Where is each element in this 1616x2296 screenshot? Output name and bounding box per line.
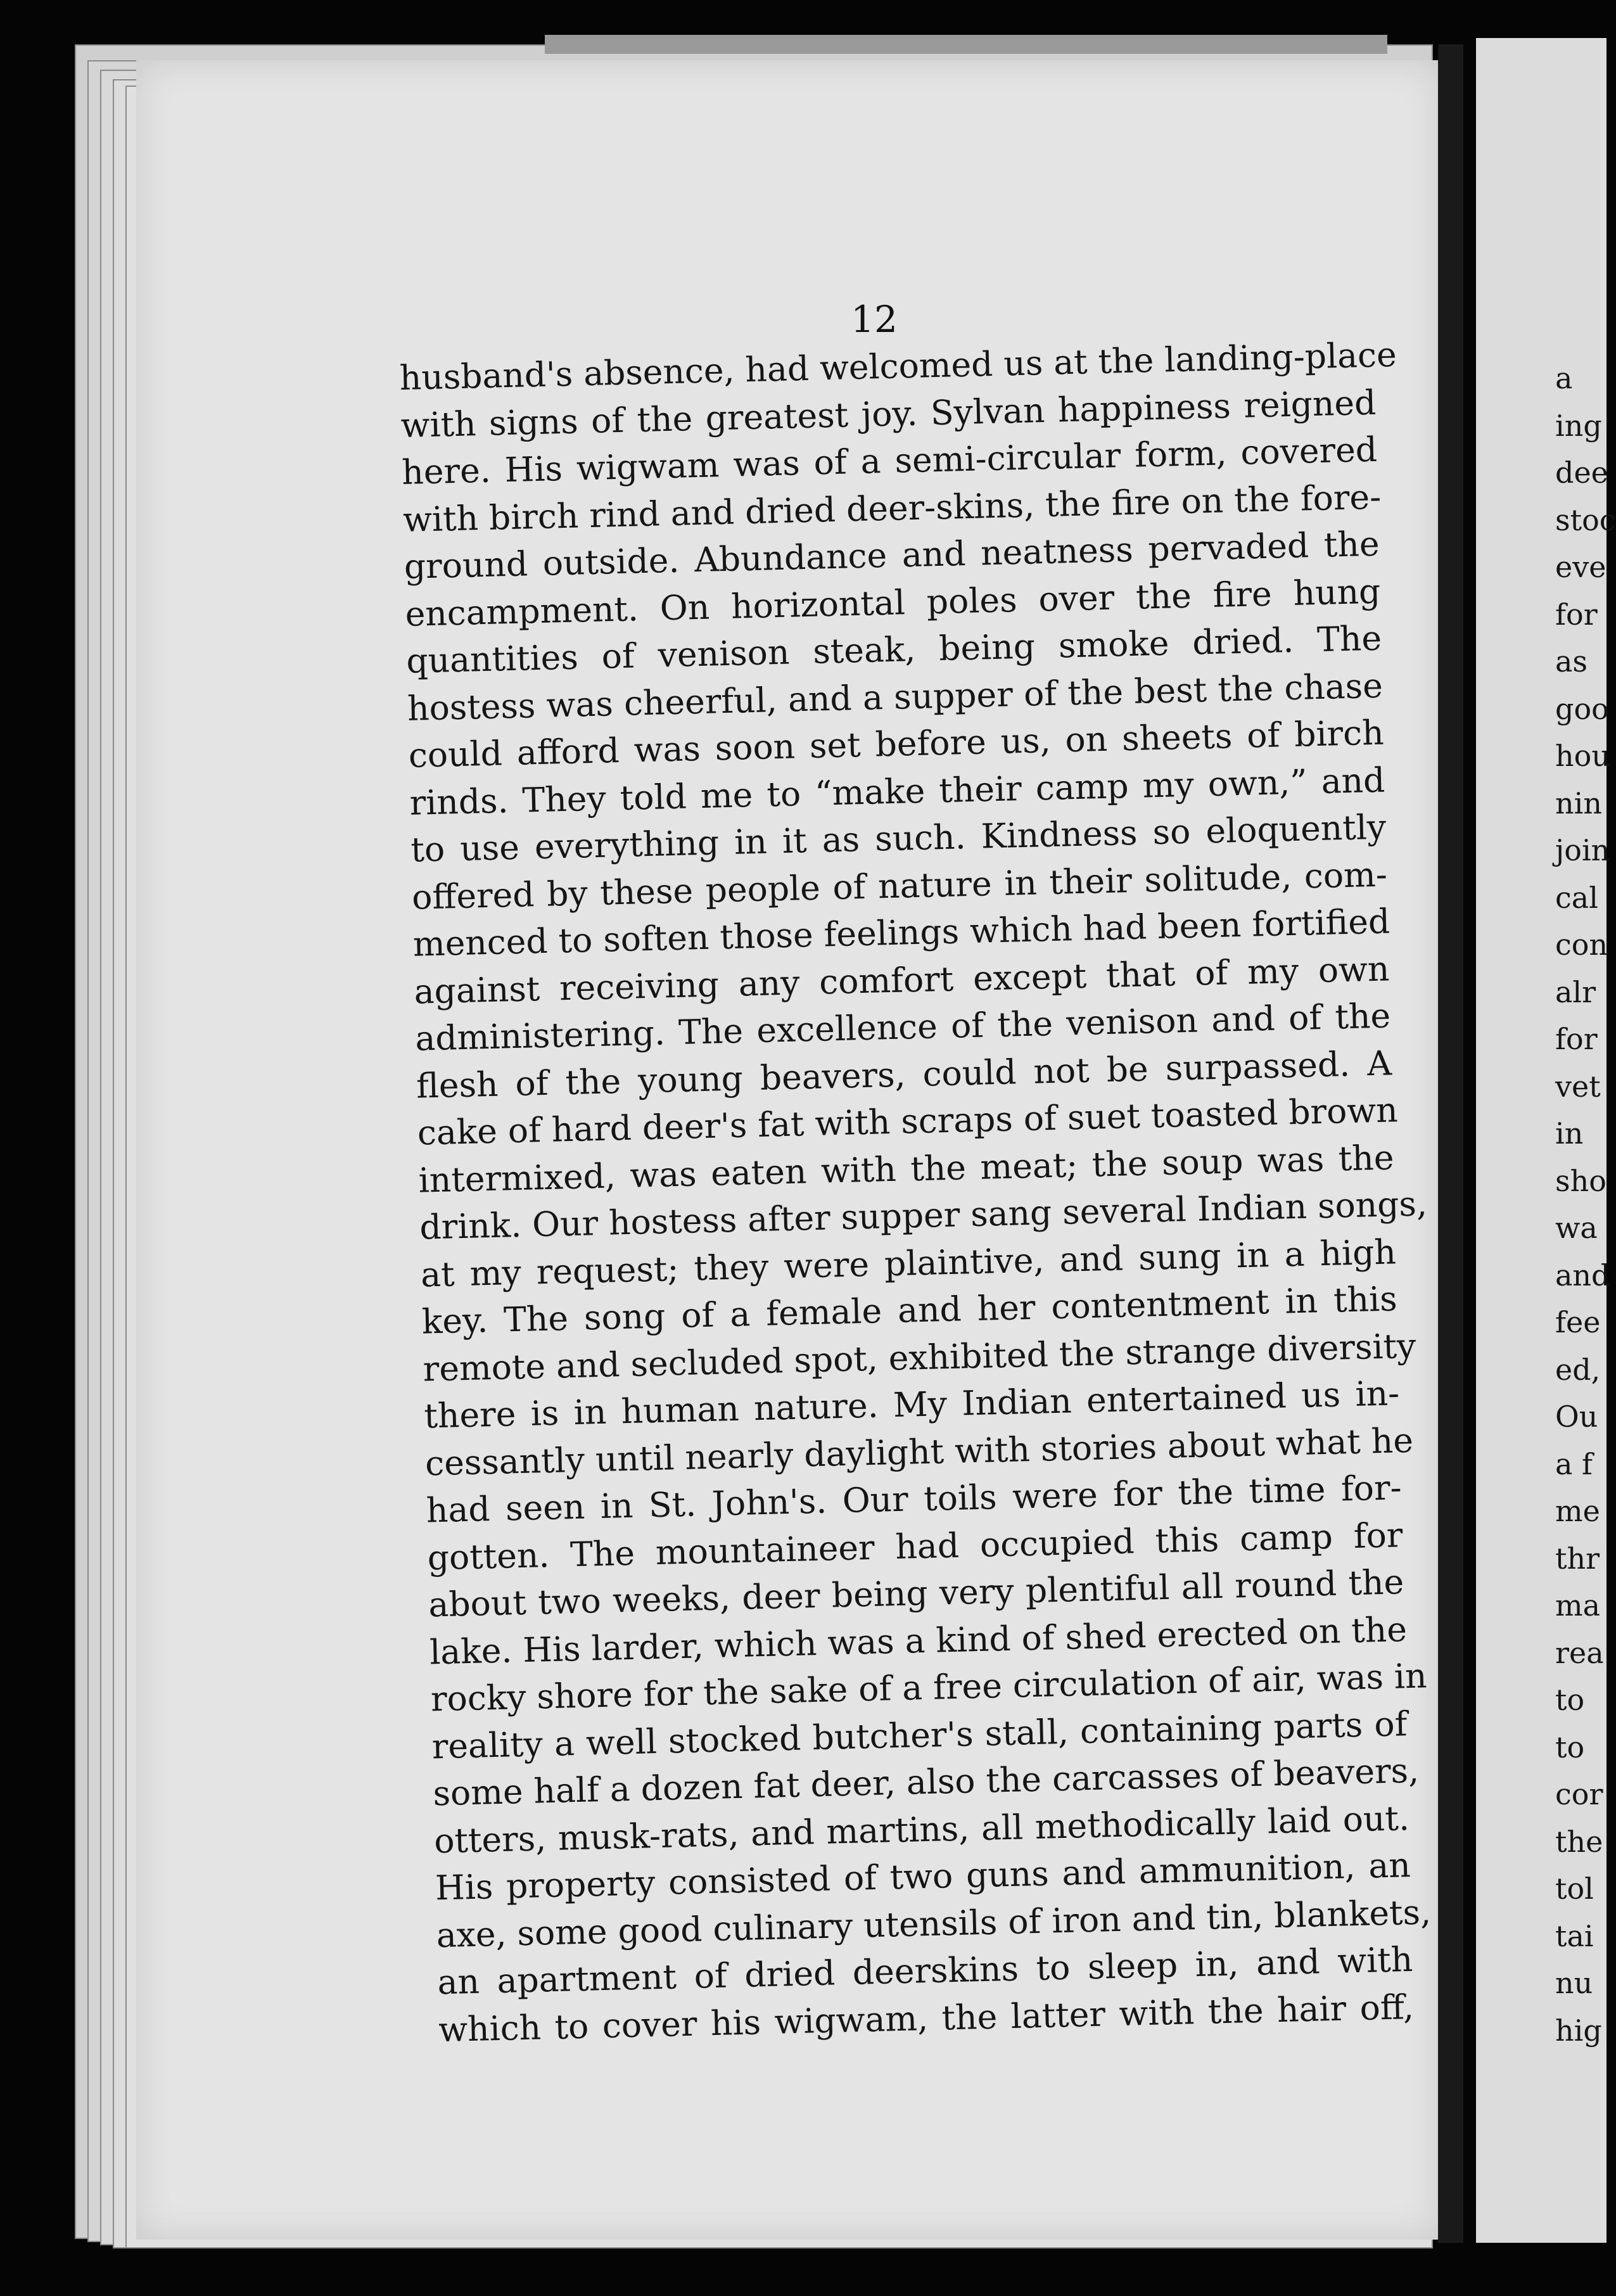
facing-text-fragment: cor <box>1555 1777 1603 1811</box>
text-line: quantities of venison steak, being smoke dried. The <box>405 618 1382 681</box>
facing-text-fragment: ed, <box>1555 1352 1601 1387</box>
facing-text-fragment: for <box>1555 597 1598 632</box>
text-line: with signs of the greatest joy. Sylvan happiness reigned <box>400 382 1377 445</box>
facing-text-fragment: goo <box>1555 691 1609 726</box>
facing-text-fragment: Ou <box>1555 1400 1598 1434</box>
facing-text-fragment: tai <box>1555 1918 1594 1953</box>
facing-text-fragment: as <box>1555 644 1588 679</box>
facing-text-fragment: alr <box>1555 974 1596 1009</box>
text-line: with birch rind and dried deer-skins, the fire on the fore- <box>402 476 1382 540</box>
facing-text-fragment: ma <box>1555 1588 1601 1623</box>
facing-text-fragment: to <box>1555 1730 1585 1764</box>
facing-text-fragment: cal <box>1555 880 1598 915</box>
facing-text-fragment: fee <box>1555 1305 1601 1339</box>
facing-text-fragment: me <box>1555 1494 1600 1528</box>
facing-text-fragment: and <box>1555 1258 1610 1292</box>
facing-text-fragment: ing <box>1555 408 1602 443</box>
text-line: some half a dozen fat deer, also the carcasses of beavers, <box>432 1750 1420 1814</box>
text-line: administering. The excellence of the venison and of the <box>414 995 1391 1059</box>
text-line: which to cover his wigwam, the latter with the hair off, <box>438 1986 1415 2050</box>
text-line: against receiving any comfort except that of my own <box>413 948 1390 1012</box>
facing-text-fragment: in <box>1555 1116 1584 1151</box>
text-line: could afford was soon set before us, on sheets of birch <box>408 712 1385 775</box>
facing-text-fragment: join <box>1555 833 1610 867</box>
page-number: 12 <box>851 298 898 341</box>
page-body-text <box>399 332 1432 2054</box>
text-line: rocky shore for the sake of a free circulation of air, was in <box>430 1655 1428 1719</box>
facing-page-text <box>1555 355 1616 2054</box>
facing-text-fragment: the <box>1555 1824 1603 1859</box>
text-line: intermixed, was eaten with the meat; the soup was the <box>417 1137 1395 1201</box>
text-line: His property consisted of two guns and ammunition, an <box>435 1845 1411 1908</box>
book-top-edge <box>545 35 1387 54</box>
text-line: an apartment of dried deerskins to sleep in, and with <box>436 1939 1413 2003</box>
text-line: otters, musk-rats, and martins, all methodically laid out. <box>433 1797 1410 1861</box>
text-line: remote and secluded spot, exhibited the strange diversity <box>422 1325 1416 1389</box>
text-line: hostess was cheerful, and a supper of the best the chase <box>407 665 1384 729</box>
facing-text-fragment: hou <box>1555 739 1610 773</box>
text-line: cessantly until nearly daylight with stories about what he <box>424 1420 1414 1484</box>
text-line: here. His wigwam was of a semi-circular form, covered <box>401 429 1378 492</box>
facing-text-fragment: hig <box>1555 2013 1602 2048</box>
facing-text-fragment: dee <box>1555 456 1608 490</box>
text-line: encampment. On horizontal poles over the fire hung <box>404 571 1381 634</box>
facing-text-fragment: rea <box>1555 1635 1604 1670</box>
book-gutter <box>1438 44 1463 2243</box>
facing-text-fragment: vet <box>1555 1069 1601 1104</box>
facing-text-fragment: tol <box>1555 1872 1594 1906</box>
facing-text-fragment: nin <box>1555 786 1602 820</box>
text-line: offered by these people of nature in their solitude, com- <box>411 853 1388 917</box>
facing-text-fragment: con <box>1555 928 1608 962</box>
text-line: at my request; they were plaintive, and sung in a high <box>420 1231 1397 1295</box>
text-line: reality a well stocked butcher's stall, containing parts of <box>431 1703 1408 1766</box>
facing-text-fragment: wa <box>1555 1211 1598 1245</box>
text-line: rinds. They told me to “make their camp my own,” and <box>409 760 1385 823</box>
facing-text-fragment: for <box>1555 1022 1598 1056</box>
text-line: husband's absence, had welcomed us at the landing-place <box>399 334 1397 398</box>
facing-text-fragment: a <box>1555 361 1573 395</box>
text-line: menced to soften those feelings which had been fortified <box>412 901 1390 964</box>
facing-text-fragment: a f <box>1555 1446 1593 1481</box>
facing-text-fragment: stoc <box>1555 502 1616 537</box>
text-line: axe, some good culinary utensils of iron and tin, blankets, <box>436 1891 1432 1955</box>
text-line: to use everything in it as such. Kindness so eloquently <box>410 807 1387 870</box>
facing-text-fragment: to <box>1555 1683 1585 1717</box>
text-line: key. The song of a female and her contentment in this <box>421 1279 1398 1342</box>
facing-text-fragment: thr <box>1555 1541 1600 1576</box>
facing-text-fragment: eve <box>1555 550 1606 584</box>
text-line: there is in human nature. My Indian entertained us in- <box>423 1373 1400 1436</box>
text-line: cake of hard deer's fat with scraps of suet toasted brown <box>417 1090 1399 1153</box>
text-line: gotten. The mountaineer had occupied this camp for <box>426 1514 1404 1578</box>
facing-text-fragment: sho <box>1555 1163 1606 1198</box>
text-line: drink. Our hostess after supper sang several Indian songs, <box>419 1183 1428 1247</box>
text-line: ground outside. Abundance and neatness pervaded the <box>404 523 1380 587</box>
text-line: lake. His larder, which was a kind of shed erected on the <box>429 1609 1408 1672</box>
text-line: about two weeks, deer being very plentiful all round the <box>428 1562 1404 1625</box>
text-line: had seen in St. John's. Our toils were for the time for- <box>426 1467 1403 1531</box>
text-line: flesh of the young beavers, could not be surpassed. A <box>416 1042 1392 1106</box>
facing-text-fragment: nu <box>1555 1966 1593 2000</box>
